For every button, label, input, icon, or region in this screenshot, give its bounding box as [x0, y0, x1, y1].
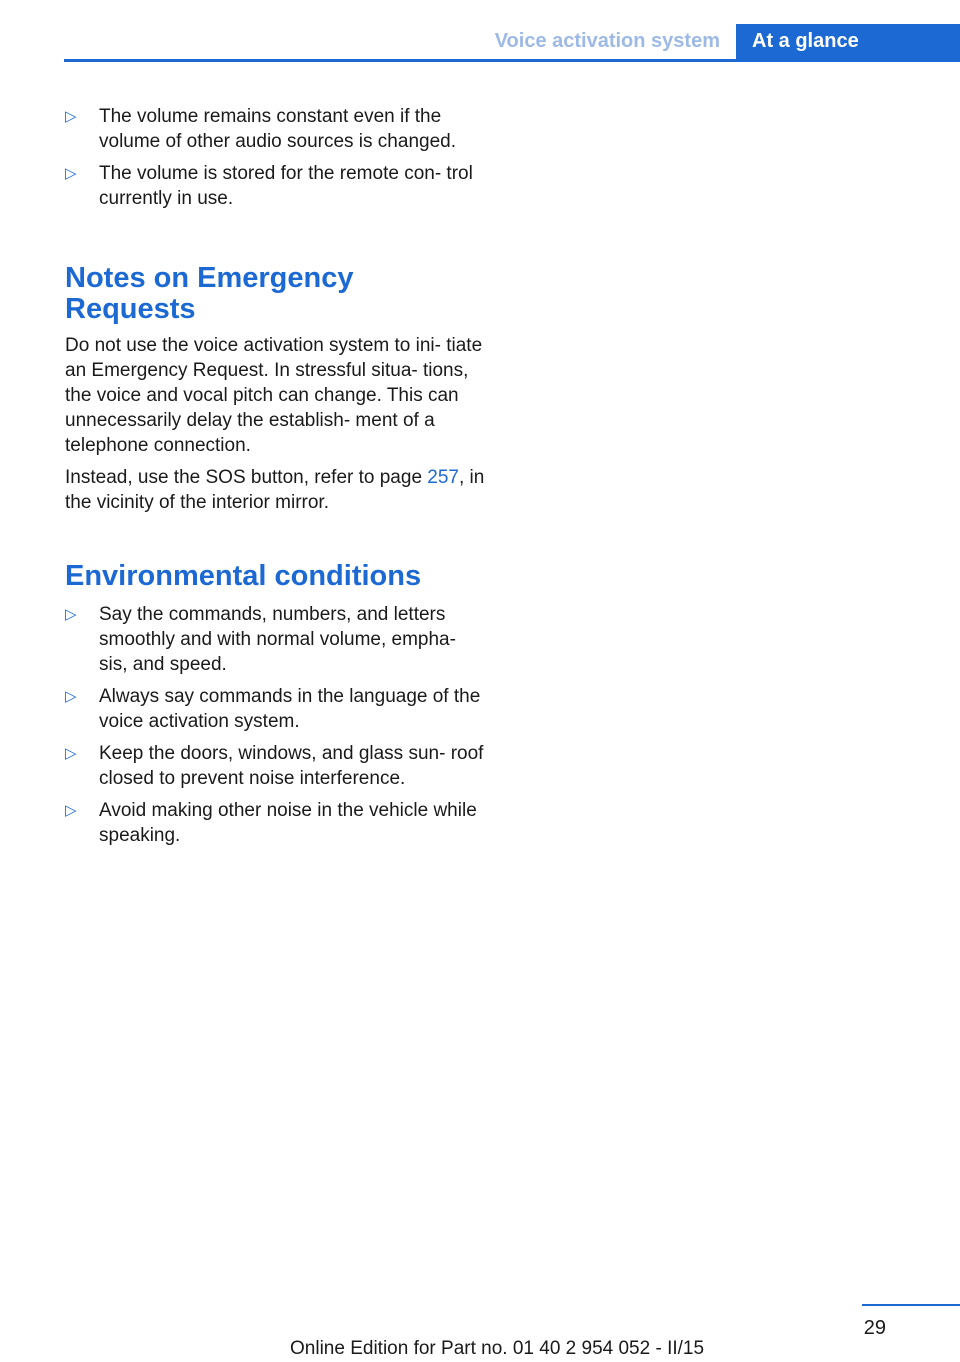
triangle-right-icon: ▷ [65, 688, 77, 705]
edition-note: Online Edition for Part no. 01 40 2 954 052 - II/15 [290, 1338, 705, 1359]
list-item [65, 741, 485, 791]
emergency-heading: Notes on Emergency Requests [65, 262, 354, 325]
list-item [65, 161, 485, 211]
environment-heading: Environmental conditions [65, 560, 422, 592]
list-item [65, 798, 485, 848]
triangle-right-icon: ▷ [65, 165, 77, 182]
triangle-right-icon: ▷ [65, 108, 77, 125]
section-title: Voice activation system [494, 30, 720, 52]
list-item-text: Say the commands, numbers, and letters smoothly and with normal volume, empha‐ sis, and speed. [99, 604, 456, 675]
list-item [65, 684, 485, 734]
main-content [65, 104, 485, 855]
header-divider [64, 59, 960, 62]
triangle-right-icon: ▷ [65, 606, 77, 623]
footer-divider [862, 1304, 960, 1306]
intro-bullet-list [65, 104, 485, 211]
triangle-right-icon: ▷ [65, 745, 77, 762]
page-header [64, 0, 960, 60]
sos-paragraph [65, 465, 485, 515]
list-item-text: Keep the doors, windows, and glass sun‐ roof closed to prevent noise interference. [99, 743, 484, 789]
environment-bullet-list [65, 602, 485, 848]
list-item [65, 104, 485, 154]
page-number: 29 [863, 1317, 886, 1339]
sos-text-before: Instead, use the SOS button, refer to page [65, 467, 428, 488]
list-item-text: Avoid making other noise in the vehicle while speaking. [99, 800, 477, 846]
list-item-text: Always say commands in the language of the voice activation system. [99, 686, 481, 732]
page-reference-link[interactable]: 257 [427, 467, 459, 488]
list-item-text: The volume is stored for the remote con‐ trol currently in use. [99, 163, 473, 209]
list-item [65, 602, 485, 677]
list-item-text: The volume remains constant even if the volume of other audio sources is changed. [99, 106, 456, 152]
sos-text-after: , in the vicinity of the interior mirror. [65, 467, 485, 513]
triangle-right-icon: ▷ [65, 802, 77, 819]
chapter-tab[interactable]: At a glance [736, 24, 960, 62]
emergency-paragraph: Do not use the voice activation system to ini‐ tiate an Emergency Request. In stressful situa‐ tions, the voice and vocal pitch can change. This can unnecessarily delay the establish‐ ment of a telephone connection. [65, 335, 483, 456]
